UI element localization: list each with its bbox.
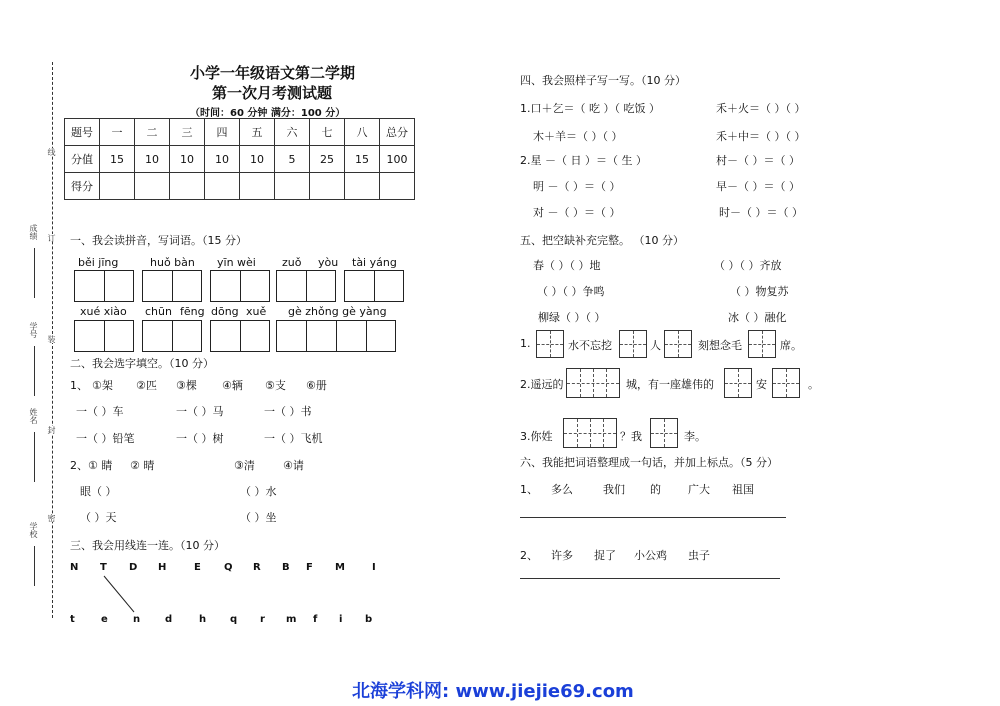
table-cell: 八 <box>345 119 380 146</box>
fill-blank[interactable]: 禾＋火＝（ ）（ ） <box>716 102 806 115</box>
sentence-text: 人 <box>650 339 661 352</box>
fill-blank[interactable]: （ ）水 <box>240 485 277 498</box>
letter-upper[interactable]: H <box>158 562 167 573</box>
q-label: 1. <box>520 337 531 350</box>
option: ⑤支 <box>265 379 286 392</box>
sentence-text: 李。 <box>684 430 706 443</box>
fill-blank[interactable]: 一（ ）马 <box>176 405 224 418</box>
table-cell: 15 <box>345 146 380 173</box>
tianzige-box[interactable] <box>650 418 678 448</box>
table-cell: 10 <box>205 146 240 173</box>
fill-blank[interactable]: 对 －（ ）＝（ ） <box>533 206 621 219</box>
table-cell: 得分 <box>65 173 100 200</box>
table-cell: 25 <box>310 146 345 173</box>
letter-upper[interactable]: I <box>372 562 376 573</box>
fill-blank[interactable]: （ ）天 <box>80 511 117 524</box>
pinyin: zuǒ <box>282 256 302 269</box>
sentence-text: 。 <box>808 378 819 391</box>
section5-heading: 五、把空缺补充完整。 （10 分） <box>520 234 684 247</box>
word: 的 <box>650 483 661 496</box>
pinyin: yīn wèi <box>217 256 256 269</box>
fill-blank[interactable]: （ ）（ ）齐放 <box>714 259 782 272</box>
pinyin: gè zhǒng gè yàng <box>288 305 387 318</box>
tianzige-box[interactable] <box>664 330 692 358</box>
option: ③棵 <box>176 379 197 392</box>
example-line: 2.星 －（ 日 ）＝（ 生 ） <box>520 154 647 167</box>
table-cell: 总分 <box>380 119 415 146</box>
fill-blank[interactable]: 时－（ ）＝（ ） <box>719 206 803 219</box>
letter-lower[interactable]: b <box>365 614 373 625</box>
table-cell: 四 <box>205 119 240 146</box>
sentence-text: 刻想念毛 <box>698 339 742 352</box>
table-cell: 10 <box>135 146 170 173</box>
sentence-text: 3.你姓 <box>520 430 553 443</box>
sentence-text: 2.遥远的 <box>520 378 564 391</box>
answer-line[interactable] <box>520 517 786 518</box>
letter-lower[interactable]: f <box>313 614 318 625</box>
pinyin: dōng <box>211 305 239 318</box>
table-cell: 六 <box>275 119 310 146</box>
pinyin: xué xiào <box>80 305 127 318</box>
tianzige-box[interactable] <box>724 368 752 398</box>
sentence-text: 水不忘挖 <box>568 339 612 352</box>
table-cell: 三 <box>170 119 205 146</box>
fill-blank[interactable]: （ ）坐 <box>240 511 277 524</box>
binding-mark-staple: 订 <box>47 234 56 242</box>
page-subtitle: 第一次月考测试题 <box>212 84 333 102</box>
option: ①架 <box>92 379 113 392</box>
option: ④请 <box>283 459 304 472</box>
q1-label: 1、 <box>70 379 88 392</box>
option: 2、① 睛 <box>70 459 113 472</box>
tianzige-box[interactable] <box>536 330 564 358</box>
pinyin: chūn <box>145 305 172 318</box>
fill-blank[interactable]: 春（ ）（ ）地 <box>533 259 601 272</box>
section2-heading: 二、我会选字填空。（10 分） <box>70 357 214 370</box>
binding-label-score: 成绩 <box>29 224 38 240</box>
example-line: 1.口＋乞＝（ 吃 ）（ 吃饭 ） <box>520 102 660 115</box>
table-cell: 五 <box>240 119 275 146</box>
fill-blank[interactable]: 一（ ）飞机 <box>264 432 323 445</box>
sentence-text: 席。 <box>780 339 802 352</box>
sentence-text: ？我 <box>620 430 642 443</box>
option: ②匹 <box>136 379 157 392</box>
binding-mark-bind: 装 <box>47 335 56 343</box>
pinyin: fēng <box>180 305 205 318</box>
table-cell: 题号 <box>65 119 100 146</box>
sentence-text: 城，有一座雄伟的 <box>626 378 714 391</box>
section6-heading: 六、我能把词语整理成一句话，并加上标点。（5 分） <box>520 456 778 469</box>
letter-upper[interactable]: F <box>306 562 313 573</box>
binding-mark-line: 线 <box>47 148 56 156</box>
fill-blank[interactable]: 一（ ）书 <box>264 405 312 418</box>
letter-lower[interactable]: r <box>260 614 265 625</box>
table-cell: 二 <box>135 119 170 146</box>
tianzige-box[interactable] <box>748 330 776 358</box>
binding-mark-seal: 封 <box>47 426 56 434</box>
pinyin: yòu <box>318 256 339 269</box>
fill-blank[interactable]: 一（ ）树 <box>176 432 224 445</box>
letter-upper[interactable]: E <box>194 562 201 573</box>
option: ③清 <box>234 459 255 472</box>
word: 许多 <box>551 549 573 562</box>
option: ④辆 <box>222 379 243 392</box>
word: 捉了 <box>594 549 616 562</box>
fill-blank[interactable]: 冰（ ）融化 <box>728 311 787 324</box>
word: 多么 <box>551 483 573 496</box>
fill-blank[interactable]: 柳绿（ ）（ ） <box>538 311 606 324</box>
pinyin: huǒ bàn <box>150 256 195 269</box>
table-cell: 100 <box>380 146 415 173</box>
answer-line[interactable] <box>520 578 780 579</box>
letter-lower[interactable]: m <box>286 614 297 625</box>
exam-meta: （时间：60 分钟 满分：100 分） <box>190 108 346 119</box>
section3-heading: 三、我会用线连一连。（10 分） <box>70 539 225 552</box>
fill-blank[interactable]: 早－（ ）＝（ ） <box>716 180 800 193</box>
pinyin: běi jīng <box>78 256 119 269</box>
pinyin: xuě <box>246 305 267 318</box>
letter-upper[interactable]: D <box>129 562 138 573</box>
option: ⑥册 <box>306 379 327 392</box>
word: 虫子 <box>688 549 710 562</box>
table-cell: 10 <box>240 146 275 173</box>
fill-blank[interactable]: 一（ ）车 <box>76 405 124 418</box>
option: ② 晴 <box>130 459 155 472</box>
fill-blank[interactable]: 明 －（ ）＝（ ） <box>533 180 621 193</box>
example-connect-line <box>104 576 134 612</box>
fill-blank[interactable]: 眼（ ） <box>80 485 117 498</box>
table-cell: 七 <box>310 119 345 146</box>
word: 我们 <box>603 483 625 496</box>
tianzige-box[interactable] <box>619 330 647 358</box>
table-cell: 一 <box>100 119 135 146</box>
sentence-text: 安 <box>756 378 767 391</box>
binding-label-name: 姓名 <box>29 408 38 424</box>
letter-upper[interactable]: R <box>253 562 261 573</box>
letter-upper[interactable]: M <box>335 562 345 573</box>
fill-blank[interactable]: 木＋羊＝（ ）（ ） <box>533 130 623 143</box>
letter-lower[interactable]: q <box>230 614 238 625</box>
letter-upper[interactable]: B <box>282 562 290 573</box>
letter-lower[interactable]: n <box>133 614 141 625</box>
q-label: 2、 <box>520 549 538 562</box>
letter-lower[interactable]: t <box>70 614 75 625</box>
word: 祖国 <box>732 483 754 496</box>
section1-heading: 一、我会读拼音，写词语。（15 分） <box>70 234 247 247</box>
fill-blank[interactable]: （ ）物复苏 <box>730 285 789 298</box>
tianzige-box-double[interactable] <box>563 418 617 448</box>
letter-lower[interactable]: h <box>199 614 207 625</box>
page-title: 小学一年级语文第二学期 <box>190 64 356 82</box>
table-cell: 10 <box>170 146 205 173</box>
tianzige-box[interactable] <box>772 368 800 398</box>
letter-upper[interactable]: T <box>100 562 107 573</box>
letter-lower[interactable]: d <box>165 614 173 625</box>
letter-lower[interactable]: i <box>339 614 343 625</box>
fill-blank[interactable]: 禾＋中＝（ ）（ ） <box>716 130 806 143</box>
q-label: 1、 <box>520 483 538 496</box>
letter-upper[interactable]: Q <box>224 562 233 573</box>
word: 广大 <box>688 483 710 496</box>
tianzige-box-double[interactable] <box>566 368 620 398</box>
pinyin: tài yáng <box>352 256 397 269</box>
binding-label-number: 学号 <box>29 322 38 338</box>
word: 小公鸡 <box>634 549 667 562</box>
fill-blank[interactable]: 一（ ）铅笔 <box>76 432 135 445</box>
letter-lower[interactable]: e <box>101 614 108 625</box>
fill-blank[interactable]: （ ）（ ）争鸣 <box>537 285 605 298</box>
fill-blank[interactable]: 村－（ ）＝（ ） <box>716 154 800 167</box>
table-cell: 15 <box>100 146 135 173</box>
letter-upper[interactable]: N <box>70 562 79 573</box>
binding-label-school: 学校 <box>29 522 38 538</box>
binding-mark-secret: 密 <box>47 514 56 522</box>
table-cell: 分值 <box>65 146 100 173</box>
footer-watermark: 北海学科网: www.jiejie69.com <box>352 681 634 702</box>
table-cell: 5 <box>275 146 310 173</box>
section4-heading: 四、我会照样子写一写。（10 分） <box>520 74 686 87</box>
